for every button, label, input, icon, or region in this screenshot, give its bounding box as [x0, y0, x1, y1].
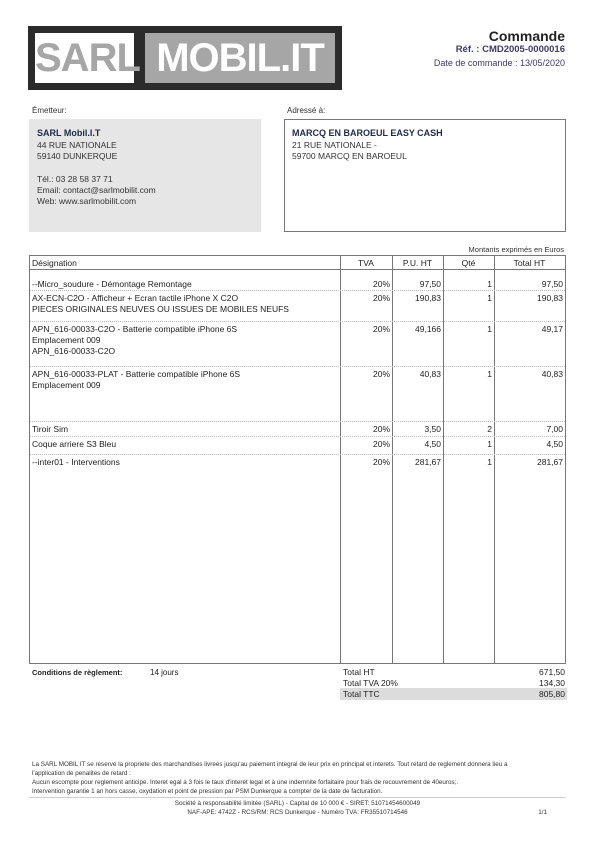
- logo-right-text: MOBIL.IT: [145, 33, 335, 83]
- row-tva: 20%: [372, 424, 390, 434]
- sender-address2: 59140 DUNKERQUE: [37, 151, 118, 161]
- row-total: 190,83: [537, 293, 563, 303]
- row-designation: [32, 439, 332, 450]
- header-tva: TVA: [358, 258, 374, 268]
- currency-note: Montants exprimés en Euros: [468, 245, 564, 254]
- row-tva: 20%: [372, 293, 390, 303]
- total-ht-label: Total HT: [343, 667, 375, 677]
- row-unit-price: 281,67: [415, 457, 441, 467]
- recipient-address1: 21 RUE NATIONALE -: [292, 140, 377, 150]
- row-tva: 20%: [372, 439, 390, 449]
- row-designation: [32, 369, 332, 391]
- sender-name: SARL Mobil.I.T: [37, 128, 101, 138]
- table-row: [30, 455, 565, 664]
- row-total: 40,83: [541, 369, 563, 379]
- legal-line: Intervention garantie 1 an hors casse, oxydation et point de pression par PSM Dunkerque a compter de la date de facturation.: [32, 788, 383, 795]
- total-tva-value: 134,30: [539, 678, 565, 688]
- legal-line: La SARL MOBIL IT se reserve la propriete des marchandises livrees jusqu'au paiement integral de leur prix en principal et interets. Tout retard de reglement donnera lieu a: [32, 761, 508, 768]
- recipient-address2: 59700 MARCQ EN BAROEUL: [292, 151, 407, 161]
- document-date: Date de commande : 13/05/2020: [433, 58, 565, 68]
- total-ttc-value: 805,80: [539, 689, 565, 699]
- table-row: [30, 422, 565, 437]
- payment-terms-value: 14 jours: [150, 668, 179, 677]
- legal-line: l'application de penalites de retard :: [32, 770, 131, 777]
- designation-line: PIECES ORIGINALES NEUVES OU ISSUES DE MOBILES NEUFS: [32, 304, 289, 314]
- row-unit-price: 97,50: [419, 279, 441, 289]
- sender-box: [29, 119, 261, 232]
- row-unit-price: 3,50: [424, 424, 441, 434]
- row-tva: 20%: [372, 369, 390, 379]
- row-total: 49,17: [541, 324, 563, 334]
- recipient-name: MARCQ EN BAROEUL EASY CASH: [292, 128, 443, 138]
- row-quantity: 1: [487, 439, 492, 449]
- recipient-label: Adressé à:: [287, 106, 326, 115]
- company-logo: [28, 26, 342, 90]
- sender-label: Émetteur:: [32, 106, 67, 115]
- row-quantity: 1: [487, 279, 492, 289]
- footer-registration: NAF-APE: 4742Z - RCS/RM: RCS Dunkerque - Numéro TVA: FR35510714546: [187, 809, 408, 816]
- header-qty: Qté: [461, 258, 476, 268]
- row-unit-price: 49,166: [415, 324, 441, 334]
- document-ref: Réf. : CMD2005-0000016: [455, 44, 565, 55]
- row-quantity: 1: [487, 293, 492, 303]
- designation-line: Tiroir Sim: [32, 424, 69, 434]
- row-unit-price: 40,83: [419, 369, 441, 379]
- legal-line: Aucun escompte pour reglement anticipe. Interet egal a 3 fois le taux d'interet legal et à une indemnite forfaitaire pour frais de recouvrement de 40euros;.: [32, 779, 459, 786]
- row-designation: [32, 293, 332, 315]
- sender-phone: Tél.: 03 28 58 37 71: [37, 174, 113, 184]
- payment-terms-label: Conditions de règlement:: [32, 668, 123, 677]
- header-designation: Désignation: [32, 258, 77, 268]
- row-designation: [32, 324, 332, 357]
- table-row: [30, 277, 565, 291]
- row-tva: 20%: [372, 324, 390, 334]
- logo-left-text: SARL: [35, 33, 134, 83]
- designation-line: Emplacement 009: [32, 335, 101, 345]
- table-row: [30, 437, 565, 455]
- row-total: 97,50: [541, 279, 563, 289]
- row-tva: 20%: [372, 279, 390, 289]
- designation-line: --Micro_soudure - Démontage Remontage: [32, 279, 192, 289]
- row-unit-price: 4,50: [424, 439, 441, 449]
- designation-line: APN_616-00033-PLAT - Batterie compatible iPhone 6S: [32, 369, 241, 379]
- row-quantity: 2: [487, 424, 492, 434]
- recipient-box: [284, 119, 566, 232]
- document-title: Commande: [488, 28, 565, 44]
- total-ttc-label: Total TTC: [343, 689, 380, 699]
- row-designation: [32, 279, 332, 290]
- row-unit-price: 190,83: [415, 293, 441, 303]
- row-total: 281,67: [537, 457, 563, 467]
- row-quantity: 1: [487, 369, 492, 379]
- designation-line: AX-ECN-C2O - Afficheur + Ecran tactile iPhone X C2O: [32, 293, 239, 303]
- sender-web: Web: www.sarlmobilit.com: [37, 196, 137, 206]
- row-quantity: 1: [487, 457, 492, 467]
- footer-company-info: Société à responsabilité limitée (SARL) - Capital de 10 000 € - SIRET: 51071454600049: [174, 800, 421, 807]
- row-designation: [32, 424, 332, 435]
- designation-line: APN_616-00033-C2O: [32, 346, 116, 356]
- total-ht-value: 671,50: [539, 667, 565, 677]
- table-row: [30, 367, 565, 422]
- sender-address1: 44 RUE NATIONALE: [37, 140, 117, 150]
- row-quantity: 1: [487, 324, 492, 334]
- row-tva: 20%: [372, 457, 390, 467]
- sender-email: Email: contact@sarlmobilit.com: [37, 185, 156, 195]
- order-lines-table: [29, 255, 566, 664]
- footer-divider: [29, 797, 566, 798]
- legal-notice: [32, 760, 562, 796]
- header-total: Total HT: [513, 258, 546, 268]
- designation-line: Emplacement 009: [32, 380, 101, 390]
- row-total: 7,00: [546, 424, 563, 434]
- row-total: 4,50: [546, 439, 563, 449]
- row-designation: [32, 457, 332, 468]
- designation-line: APN_616-00033-C2O - Batterie compatible iPhone 6S: [32, 324, 238, 334]
- designation-line: Coque arriere S3 Bleu: [32, 439, 117, 449]
- page-number: 1/1: [538, 809, 547, 816]
- header-pu: P.U. HT: [402, 258, 433, 268]
- table-row: [30, 322, 565, 367]
- designation-line: --inter01 - Interventions: [32, 457, 120, 467]
- table-row: [30, 291, 565, 322]
- total-tva-label: Total TVA 20%: [343, 678, 398, 688]
